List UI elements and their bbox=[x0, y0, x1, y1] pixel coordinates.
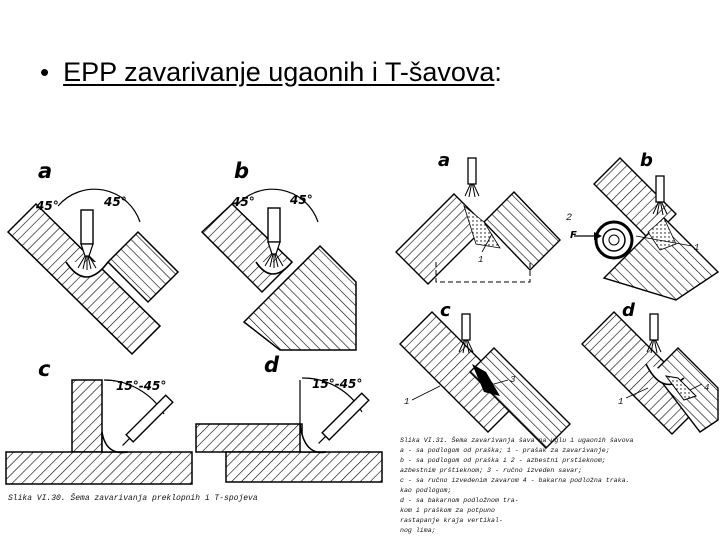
plate-right bbox=[484, 192, 560, 270]
angle-right: 45° bbox=[290, 193, 313, 207]
bottom-plate bbox=[226, 452, 382, 482]
panel-b-right bbox=[566, 150, 718, 300]
panel-d-left bbox=[196, 353, 382, 482]
caption-line: kom i praškom za potpuno bbox=[400, 507, 495, 514]
electrode-icon bbox=[647, 314, 661, 353]
left-figure bbox=[6, 159, 382, 503]
callout-3: 3 bbox=[510, 375, 516, 385]
panel-b-left bbox=[202, 159, 356, 350]
right-figure bbox=[396, 150, 718, 534]
electrode-icon bbox=[322, 393, 369, 440]
panel-label-a: a bbox=[438, 150, 451, 171]
callout-2: 2 bbox=[566, 213, 573, 224]
panel-a-right bbox=[396, 150, 560, 322]
caption-line: azbestnim prštieknom; 3 - ručno izveden savar; bbox=[400, 467, 583, 474]
callout-force: F bbox=[570, 230, 577, 241]
angle-range: 15°-45° bbox=[312, 377, 363, 391]
caption-line: nog lima; bbox=[400, 527, 436, 534]
caption-line: rastapanje kraja vertikal- bbox=[400, 517, 503, 524]
title-link[interactable]: EPP zavarivanje ugaonih i T-šavova bbox=[63, 56, 495, 87]
panel-label-a: a bbox=[38, 159, 53, 183]
top-plate bbox=[196, 424, 302, 452]
caption-line: b - sa podlogom od praška i 2 - azbestni prstieknom; bbox=[400, 457, 606, 464]
title-suffix: : bbox=[494, 56, 502, 87]
panel-d-right bbox=[582, 300, 718, 434]
panel-label-c: c bbox=[38, 357, 51, 381]
vertical-plate bbox=[72, 380, 102, 452]
bullet-icon: • bbox=[40, 57, 50, 87]
caption-line: c - sa ručno izvedenim zavarom 4 - bakarna podložna traka. bbox=[400, 477, 630, 484]
panel-label-b: b bbox=[640, 150, 653, 171]
weld-bead bbox=[300, 424, 326, 452]
caption-line: Slika VI.31. Šema zavarivanja šava na uglu i ugaonih šavova bbox=[400, 437, 634, 444]
callout-4: 4 bbox=[704, 383, 710, 393]
caption-line: a - sa podlogom od praška; 1 - prašak za zavarivanje; bbox=[400, 447, 610, 454]
panel-c-left bbox=[6, 357, 192, 484]
angle-range: 15°-45° bbox=[116, 379, 167, 393]
panel-label-b: b bbox=[234, 159, 250, 183]
angle-left: 45° bbox=[232, 195, 255, 209]
right-caption bbox=[400, 435, 633, 534]
callout-1: 1 bbox=[404, 397, 410, 407]
left-caption: Slika VI.30. Šema zavarivanja preklopnih i T-spojeva bbox=[8, 494, 258, 503]
panel-c-right bbox=[400, 300, 570, 448]
plate-left bbox=[396, 194, 486, 284]
panel-a-left bbox=[8, 159, 178, 354]
callout-1: 1 bbox=[694, 243, 700, 253]
angle-right: 45° bbox=[104, 195, 127, 209]
callout-1: 1 bbox=[478, 255, 484, 265]
electrode-icon bbox=[465, 158, 479, 197]
angle-left: 45° bbox=[36, 199, 59, 213]
panel-label-d: d bbox=[264, 353, 280, 377]
callout-1: 1 bbox=[618, 397, 624, 407]
panel-label-c: c bbox=[440, 300, 451, 321]
panel-label-d: d bbox=[622, 300, 635, 321]
base-plate bbox=[6, 452, 192, 484]
caption-line: d - sa bakarnom podložnom tra- bbox=[400, 497, 519, 504]
caption-line: kao podlogom; bbox=[400, 487, 452, 494]
weld-bead bbox=[102, 432, 128, 453]
angle-arc bbox=[58, 189, 140, 222]
electrode-icon bbox=[126, 395, 173, 442]
